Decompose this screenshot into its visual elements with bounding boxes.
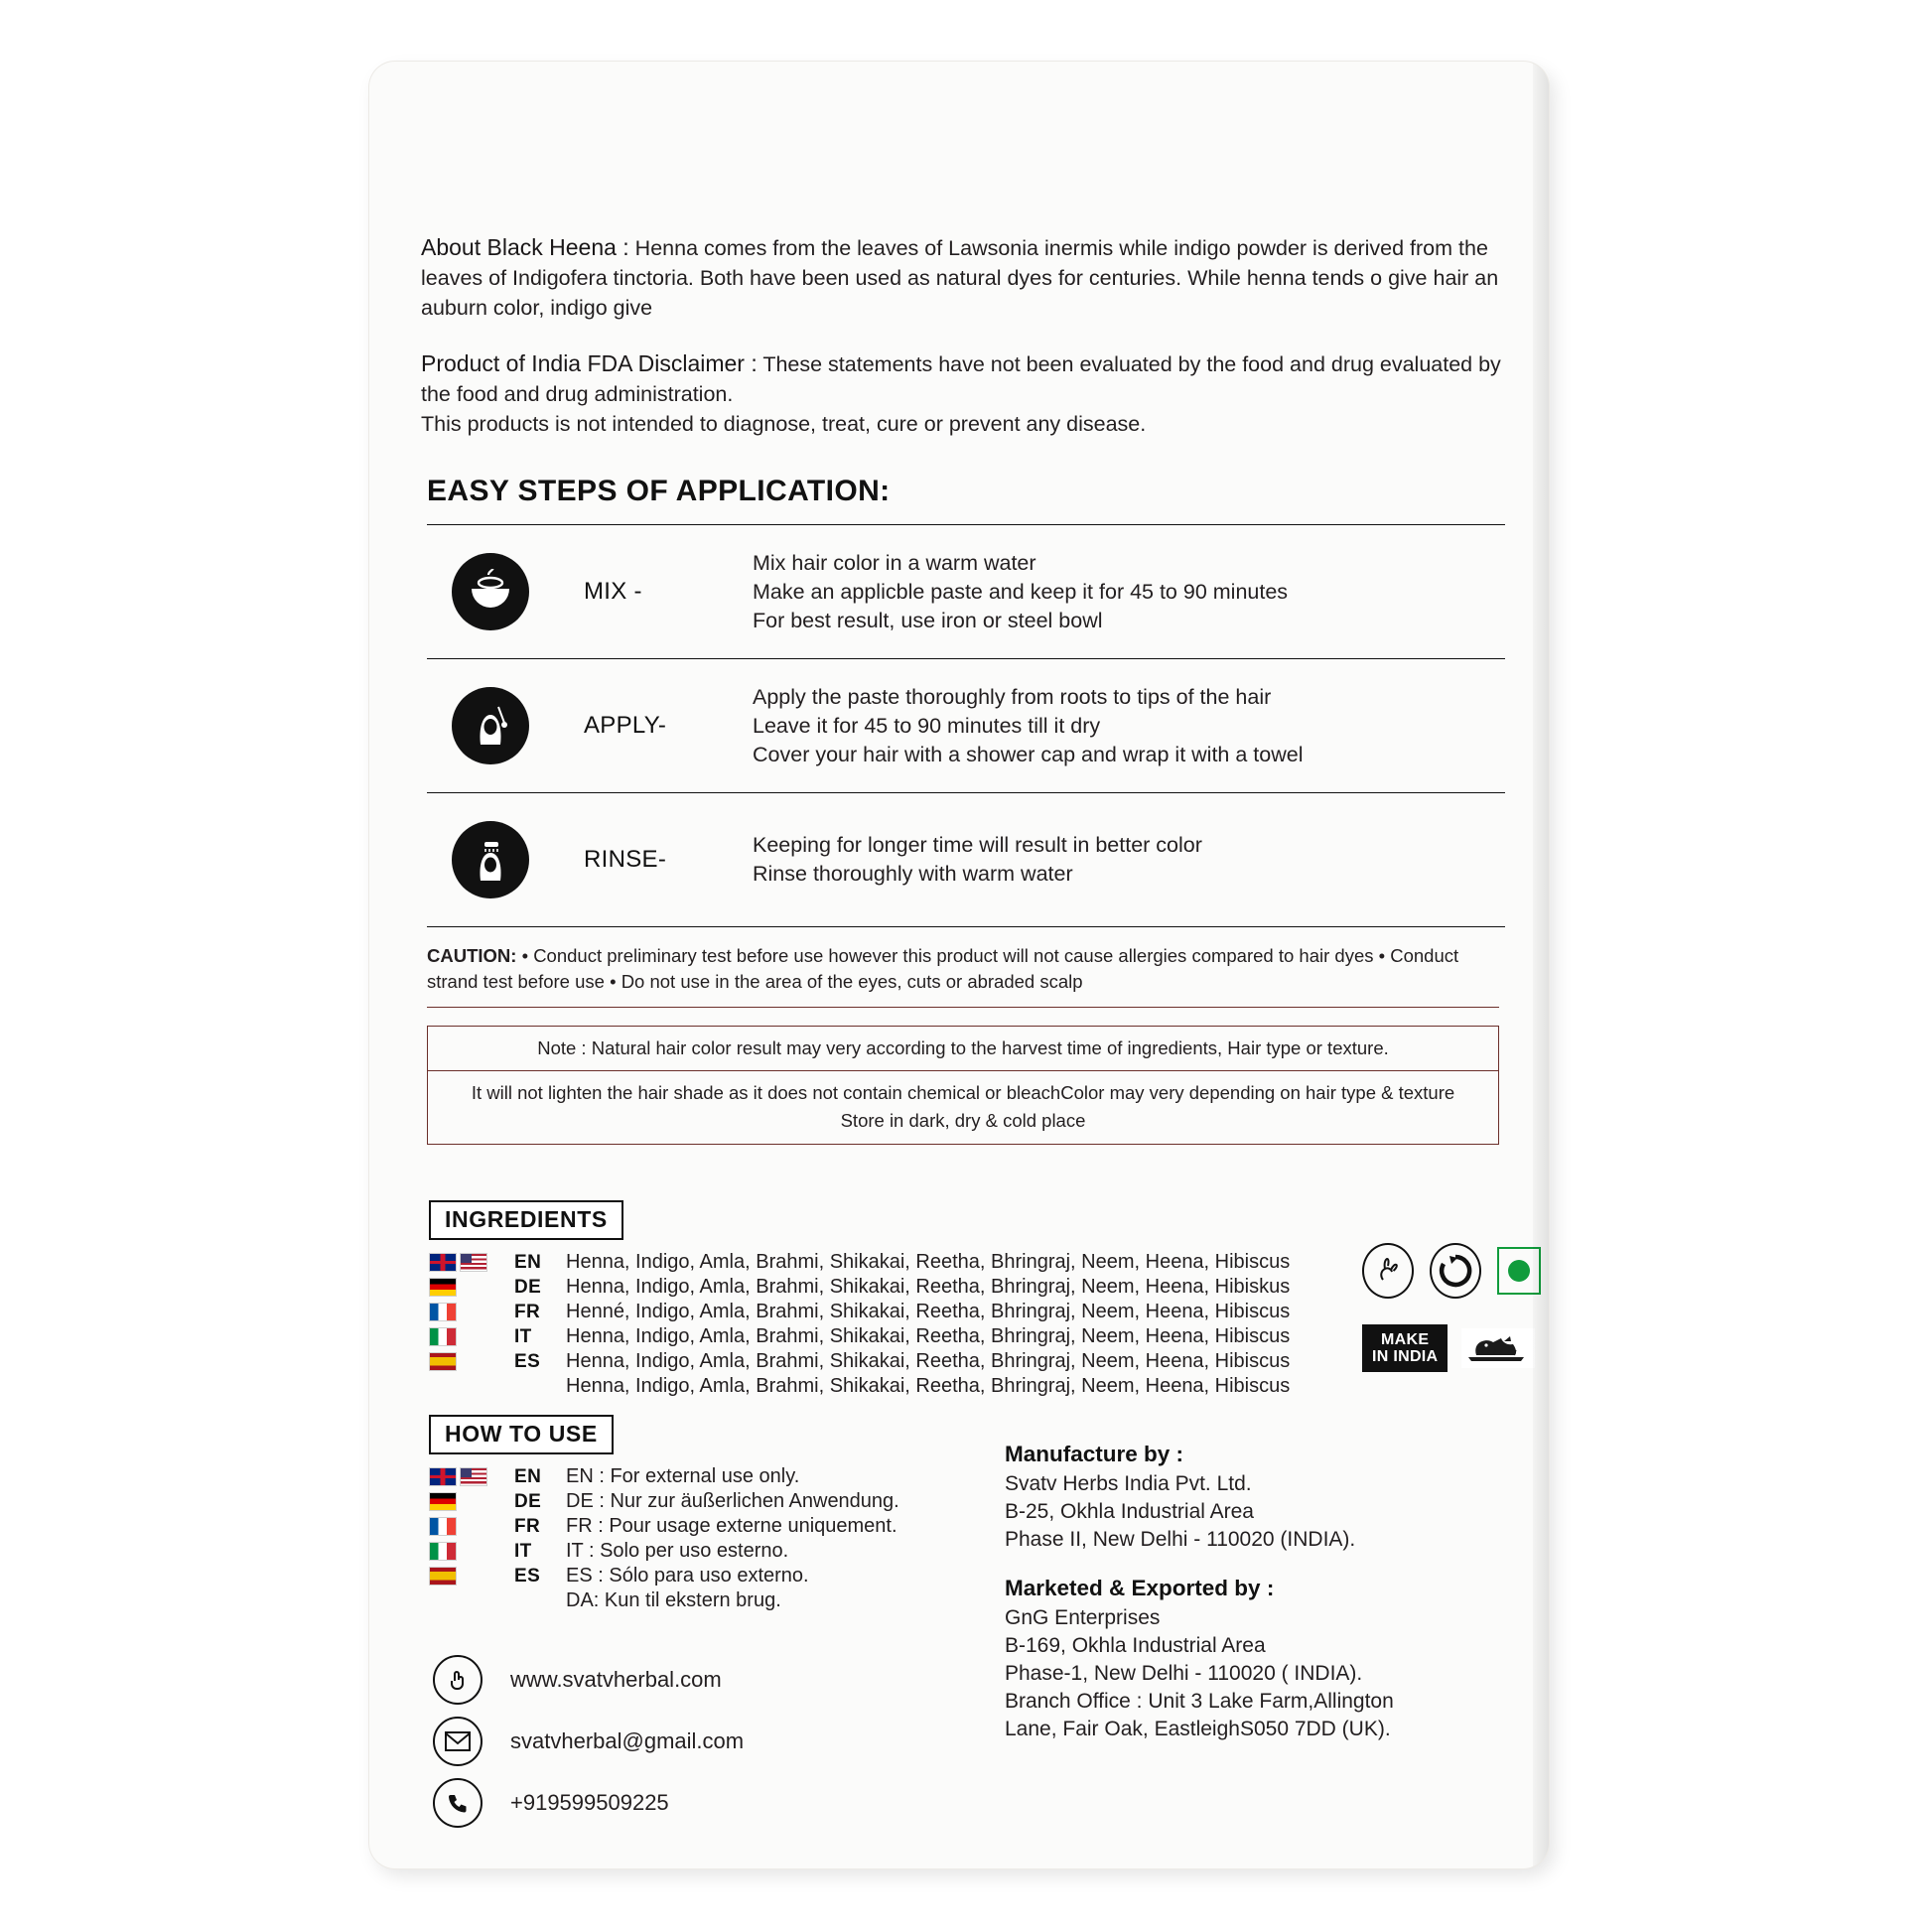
flag-group xyxy=(429,1327,514,1346)
list-item xyxy=(429,1374,1505,1399)
language-code: EN xyxy=(514,1465,542,1487)
step-line: For best result, use iron or steel bowl xyxy=(753,608,1103,632)
language-code: IT xyxy=(514,1540,532,1562)
about-paragraph xyxy=(421,232,1505,323)
note-line-2: It will not lighten the hair shade as it does not contain chemical or bleachColor may very depending on hair type & texture xyxy=(428,1070,1498,1108)
about-label: About Black Heena : xyxy=(421,234,629,260)
badge-group xyxy=(1362,1243,1541,1372)
note-line-1: Note : Natural hair color result may very according to the harvest time of ingredients, Hair type or texture. xyxy=(537,1037,1389,1058)
de-flag-icon xyxy=(429,1278,457,1297)
caution-label: CAUTION: xyxy=(427,945,517,966)
flag-group xyxy=(429,1517,514,1536)
steps-table xyxy=(427,524,1505,927)
caution-block xyxy=(427,943,1499,1008)
step-line: Mix hair color in a warm water xyxy=(753,550,1036,575)
email-icon xyxy=(433,1717,483,1766)
phone-text[interactable]: +919599509225 xyxy=(510,1790,669,1815)
step-lines xyxy=(753,683,1505,769)
step-line: Keeping for longer time will result in better color xyxy=(753,833,1202,857)
website-text[interactable]: www.svatvherbal.com xyxy=(510,1667,722,1692)
badge-row-top xyxy=(1362,1243,1541,1299)
uk-flag-icon xyxy=(429,1253,457,1272)
disclaimer-text: These statements have not been evaluated by the food and drug evaluated by the food and drug administration. xyxy=(421,352,1501,406)
flag-group xyxy=(429,1352,514,1371)
step-row xyxy=(427,659,1505,793)
language-code: DE xyxy=(514,1276,542,1298)
step-label: RINSE- xyxy=(584,846,667,873)
cruelty-free-icon xyxy=(1362,1243,1414,1299)
us-flag-icon xyxy=(460,1253,487,1272)
fr-flag-icon xyxy=(429,1517,457,1536)
ingredients-text: Henna, Indigo, Amla, Brahmi, Shikakai, Reetha, Bhringraj, Neem, Heena, Hibiscus xyxy=(566,1350,1291,1372)
marketer-line: B-169, Okhla Industrial Area xyxy=(1005,1634,1266,1657)
it-flag-icon xyxy=(429,1542,457,1561)
vegetarian-dot xyxy=(1508,1260,1530,1282)
how-to-use-text: IT : Solo per uso esterno. xyxy=(566,1540,789,1562)
ingredients-tag: INGREDIENTS xyxy=(429,1200,623,1240)
list-item xyxy=(429,1324,1505,1349)
uk-flag-icon xyxy=(429,1467,457,1486)
email-text[interactable]: svatvherbal@gmail.com xyxy=(510,1728,745,1753)
fda-disclaimer-paragraph xyxy=(421,348,1505,439)
rinse-shower-icon xyxy=(452,821,529,898)
language-code: ES xyxy=(514,1350,541,1372)
ingredients-section-header xyxy=(429,1200,1505,1240)
product-package-back-panel xyxy=(369,62,1549,1868)
language-code: FR xyxy=(514,1515,541,1537)
make-in-india-lion-icon xyxy=(1461,1328,1535,1368)
steps-title: EASY STEPS OF APPLICATION: xyxy=(427,475,891,507)
vegetarian-mark-icon xyxy=(1497,1247,1541,1295)
step-line: Make an applicble paste and keep it for 45 to 90 minutes xyxy=(753,579,1289,604)
us-flag-icon xyxy=(460,1467,487,1486)
step-row xyxy=(427,525,1505,659)
step-line: Cover your hair with a shower cap and wrap it with a towel xyxy=(753,742,1304,766)
marketer-block xyxy=(1005,1576,1471,1743)
make-in-india-line2: IN INDIA xyxy=(1372,1348,1439,1365)
flag-group xyxy=(429,1567,514,1586)
marketer-line: Branch Office : Unit 3 Lake Farm,Allington xyxy=(1005,1690,1394,1713)
ingredients-text: Henna, Indigo, Amla, Brahmi, Shikakai, Reetha, Bhringraj, Neem, Heena, Hibiscus xyxy=(566,1251,1291,1273)
mixing-bowl-icon xyxy=(452,553,529,630)
step-label: APPLY- xyxy=(584,712,667,739)
manufacturer-line: Svatv Herbs India Pvt. Ltd. xyxy=(1005,1472,1252,1495)
make-in-india-badge xyxy=(1362,1324,1448,1372)
list-item xyxy=(429,1250,1505,1275)
website-icon xyxy=(433,1655,483,1705)
ingredients-text: Henna, Indigo, Amla, Brahmi, Shikakai, Reetha, Bhringraj, Neem, Heena, Hibiskus xyxy=(566,1276,1291,1298)
how-to-use-text: ES : Sólo para uso externo. xyxy=(566,1565,809,1587)
ingredients-text: Henné, Indigo, Amla, Brahmi, Shikakai, Reetha, Bhringraj, Neem, Heena, Hibiscus xyxy=(566,1301,1291,1322)
make-in-india-line1: MAKE xyxy=(1381,1331,1430,1348)
manufacturer-line: B-25, Okhla Industrial Area xyxy=(1005,1500,1254,1523)
list-item xyxy=(429,1349,1505,1374)
step-icon-cell xyxy=(427,821,554,898)
disclaimer-text-2: This products is not intended to diagnose, treat, cure or prevent any disease. xyxy=(421,412,1147,436)
step-line: Rinse thoroughly with warm water xyxy=(753,862,1073,886)
step-lines xyxy=(753,831,1505,889)
list-item xyxy=(429,1275,1505,1300)
ingredients-text: Henna, Indigo, Amla, Brahmi, Shikakai, Reetha, Bhringraj, Neem, Heena, Hibiscus xyxy=(566,1325,1291,1347)
language-code: DE xyxy=(514,1490,542,1512)
es-flag-icon xyxy=(429,1352,457,1371)
phone-icon xyxy=(433,1778,483,1828)
recycle-icon xyxy=(1430,1243,1481,1299)
address-column xyxy=(1005,1442,1471,1743)
marketer-title: Marketed & Exported by : xyxy=(1005,1576,1275,1600)
step-icon-cell xyxy=(427,687,554,764)
badge-row-bottom xyxy=(1362,1324,1541,1372)
how-to-use-text: DA: Kun til ekstern brug. xyxy=(566,1589,781,1611)
manufacturer-title: Manufacture by : xyxy=(1005,1442,1184,1466)
step-line: Apply the paste thoroughly from roots to tips of the hair xyxy=(753,684,1272,709)
how-to-use-text: DE : Nur zur äußerlichen Anwendung. xyxy=(566,1490,899,1512)
about-text: Henna comes from the leaves of Lawsonia inermis while indigo powder is derived from the leaves of Indigofera tinctoria. Both have been used as natural dyes for centuries. While henna tends o give hair an auburn color, indigo give xyxy=(421,236,1499,320)
step-row xyxy=(427,793,1505,927)
flag-group xyxy=(429,1278,514,1297)
ingredients-language-list xyxy=(429,1250,1505,1399)
flag-group xyxy=(429,1303,514,1321)
step-lines xyxy=(753,549,1505,635)
contact-phone[interactable] xyxy=(433,1772,1505,1834)
note-box xyxy=(427,1026,1499,1145)
how-to-use-text: EN : For external use only. xyxy=(566,1465,800,1487)
language-code: IT xyxy=(514,1325,532,1347)
apply-hair-icon xyxy=(452,687,529,764)
fr-flag-icon xyxy=(429,1303,457,1321)
manufacturer-block xyxy=(1005,1442,1471,1554)
de-flag-icon xyxy=(429,1492,457,1511)
marketer-line: Phase-1, New Delhi - 110020 ( INDIA). xyxy=(1005,1662,1363,1685)
language-code: ES xyxy=(514,1565,541,1587)
es-flag-icon xyxy=(429,1567,457,1586)
language-code: EN xyxy=(514,1251,542,1273)
flag-group xyxy=(429,1253,514,1272)
step-line: Leave it for 45 to 90 minutes till it dry xyxy=(753,713,1101,738)
how-to-use-text: FR : Pour usage externe uniquement. xyxy=(566,1515,897,1537)
marketer-line: GnG Enterprises xyxy=(1005,1606,1161,1629)
caution-text: • Conduct preliminary test before use however this product will not cause allergies compared to hair dyes • Conduct strand test before use • Do not use in the area of the eyes, cuts or abraded scalp xyxy=(427,945,1459,992)
language-code: FR xyxy=(514,1301,541,1322)
ingredients-text: Henna, Indigo, Amla, Brahmi, Shikakai, Reetha, Bhringraj, Neem, Heena, Hibiscus xyxy=(566,1375,1291,1397)
it-flag-icon xyxy=(429,1327,457,1346)
how-to-use-tag: HOW TO USE xyxy=(429,1415,614,1454)
disclaimer-label: Product of India FDA Disclaimer : xyxy=(421,350,758,376)
flag-group xyxy=(429,1542,514,1561)
marketer-line: Lane, Fair Oak, EastleighS050 7DD (UK). xyxy=(1005,1718,1391,1740)
list-item xyxy=(429,1300,1505,1324)
flag-group xyxy=(429,1467,514,1486)
flag-group xyxy=(429,1492,514,1511)
step-icon-cell xyxy=(427,553,554,630)
step-label: MIX - xyxy=(584,578,642,605)
manufacturer-line: Phase II, New Delhi - 110020 (INDIA). xyxy=(1005,1528,1356,1551)
note-line-3: Store in dark, dry & cold place xyxy=(840,1110,1086,1131)
